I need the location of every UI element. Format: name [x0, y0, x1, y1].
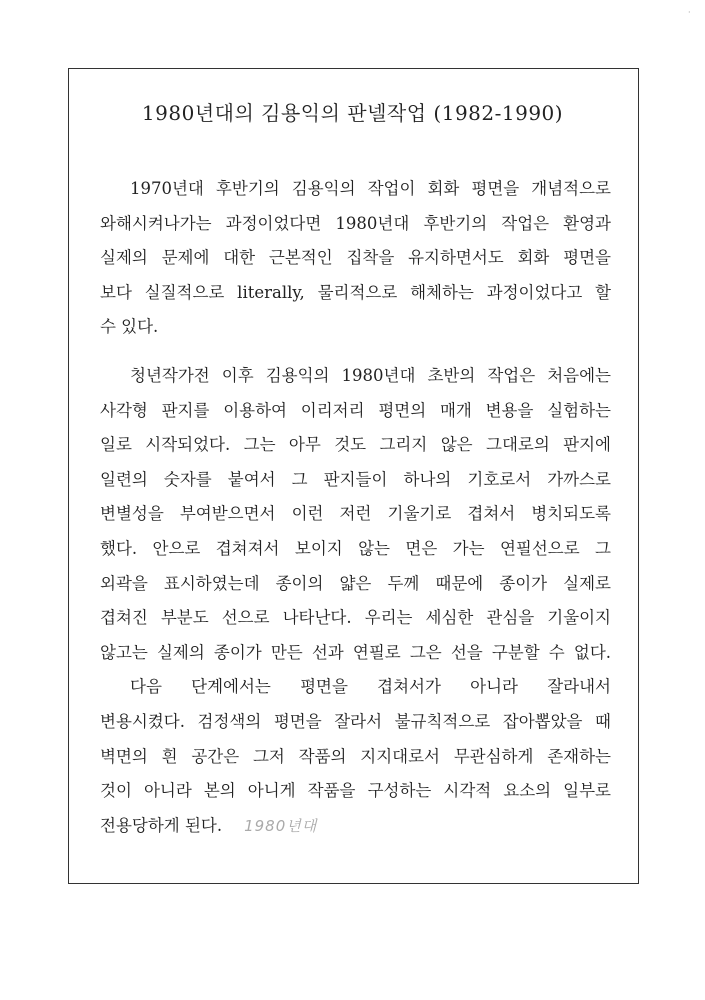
handwritten-note: 1980년대 — [244, 816, 318, 835]
text-line — [100, 812, 611, 847]
text-line: 일로 시작되었다. 그는 아무 것도 그리지 않은 그대로의 판지에 — [100, 435, 611, 455]
scan-mark: · — [688, 8, 691, 17]
paragraph-2 — [100, 362, 611, 673]
document-title: 1980년대의 김용익의 판넬작업 (1982-1990) — [141, 101, 564, 125]
text-line: 사각형 판지를 이용하여 이리저리 평면의 매개 변용을 실험하는 — [100, 400, 611, 420]
paragraph-3 — [100, 673, 611, 846]
text-line-content: 전용당하게 된다. — [100, 815, 223, 835]
text-line: 겹쳐진 부분도 선으로 나타난다. 우리는 세심한 관심을 기울이지 — [100, 608, 611, 628]
text-line: 벽면의 흰 공간은 그저 작품의 지지대로서 무관심하게 존재하는 — [100, 746, 611, 766]
text-line: 보다 실질적으로 literally, 물리적으로 해체하는 과정이었다고 할 — [100, 282, 611, 302]
text-line: 다음 단계에서는 평면을 겹쳐서가 아니라 잘라내서 — [130, 677, 611, 697]
text-line: 변별성을 부여받으면서 이런 저런 기울기로 겹쳐서 병치되도록 — [100, 504, 611, 524]
text-line: 것이 아니라 본의 아니게 작품을 구성하는 시각적 요소의 일부로 — [100, 781, 611, 801]
text-line: 수 있다. — [100, 317, 159, 337]
text-line: 청년작가전 이후 김용익의 1980년대 초반의 작업은 처음에는 — [130, 365, 611, 385]
paragraph-1 — [100, 175, 611, 348]
text-line: 1970년대 후반기의 김용익의 작업이 회화 평면을 개념적으로 — [130, 179, 611, 198]
document-body — [100, 175, 611, 846]
text-line: 일련의 숫자를 붙여서 그 판지들이 하나의 기호로서 가까스로 — [100, 469, 611, 489]
text-line: 와해시켜나가는 과정이었다면 1980년대 후반기의 작업은 환영과 — [100, 213, 611, 233]
text-line: 변용시켰다. 검정색의 평면을 잘라서 불규칙적으로 잡아뽑았을 때 — [100, 711, 611, 731]
text-line: 않고는 실제의 종이가 만든 선과 연필로 그은 선을 구분할 수 없다. — [100, 642, 611, 662]
text-line: 실제의 문제에 대한 근본적인 집착을 유지하면서도 회화 평면을 — [100, 248, 611, 268]
text-line: 했다. 안으로 겹쳐져서 보이지 않는 면은 가는 연필선으로 그 — [100, 538, 611, 558]
text-line: 외곽을 표시하였는데 종이의 얇은 두께 때문에 종이가 실제로 — [100, 573, 611, 593]
